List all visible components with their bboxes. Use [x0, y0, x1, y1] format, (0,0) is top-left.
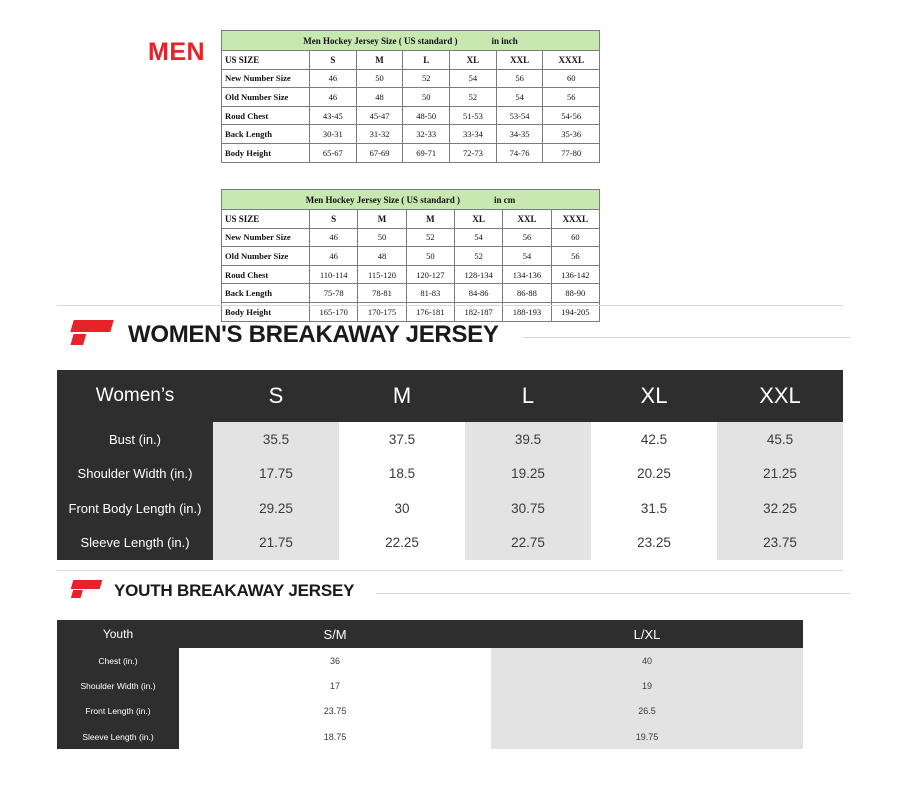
womens-cell: 35.5 — [213, 422, 339, 457]
men-inch-size-xxl: XXL — [496, 51, 543, 70]
men-inch-cell: 34-35 — [496, 125, 543, 144]
men-inch-size-s: S — [310, 51, 357, 70]
men-inch-cell: 60 — [543, 69, 600, 88]
men-inch-cell: 52 — [450, 88, 497, 107]
womens-cell: 19.25 — [465, 457, 591, 492]
men-cm-sizes-row — [222, 210, 600, 229]
men-inch-cell: 77-80 — [543, 143, 600, 162]
men-cm-cell: 48 — [358, 247, 406, 266]
men-inch-cell: 54-56 — [543, 106, 600, 125]
men-inch-cell: 54 — [450, 69, 497, 88]
men-inch-cell: 35-36 — [543, 125, 600, 144]
womens-section-header — [70, 318, 850, 352]
womens-cell: 17.75 — [213, 457, 339, 492]
womens-cell: 31.5 — [591, 491, 717, 526]
womens-table-header-row — [57, 370, 843, 422]
table-row — [57, 526, 843, 561]
table-row — [57, 724, 803, 749]
youth-cell: 19.75 — [491, 724, 803, 749]
men-cm-cell: 46 — [310, 247, 358, 266]
men-inch-size-m: M — [356, 51, 403, 70]
men-cm-size-xxxl: XXXL — [551, 210, 599, 229]
womens-cell: 20.25 — [591, 457, 717, 492]
men-cm-cell: 115-120 — [358, 265, 406, 284]
womens-cell: 21.75 — [213, 526, 339, 561]
men-cm-cell: 86-88 — [503, 284, 551, 303]
men-inch-cell: 74-76 — [496, 143, 543, 162]
table-row — [57, 457, 843, 492]
youth-row-label-front-length: Front Length (in.) — [57, 699, 179, 724]
men-cm-header-cell — [222, 190, 600, 210]
womens-size-xxl: XXL — [717, 370, 843, 422]
men-cm-header-unit: in cm — [493, 194, 516, 205]
men-cm-cell: 75-78 — [310, 284, 358, 303]
men-inch-size-xl: XL — [450, 51, 497, 70]
womens-row-label-sleeve: Sleeve Length (in.) — [57, 526, 213, 561]
men-inch-cell: 56 — [543, 88, 600, 107]
youth-cell: 19 — [491, 673, 803, 698]
men-cm-row-label: Back Length — [222, 284, 310, 303]
youth-section-title: YOUTH BREAKAWAY JERSEY — [114, 581, 355, 600]
men-cm-cell: 56 — [503, 228, 551, 247]
womens-cell: 22.75 — [465, 526, 591, 561]
men-cm-cell: 165-170 — [310, 302, 358, 321]
youth-section-header — [70, 578, 850, 604]
men-inch-cell: 33-34 — [450, 125, 497, 144]
men-cm-cell: 52 — [406, 228, 454, 247]
men-inch-cell: 31-32 — [356, 125, 403, 144]
men-inch-size-label: US SIZE — [222, 51, 310, 70]
table-row — [222, 228, 600, 247]
womens-cell: 42.5 — [591, 422, 717, 457]
men-inch-cell: 72-73 — [450, 143, 497, 162]
table-row — [222, 265, 600, 284]
section-divider — [57, 305, 843, 306]
men-cm-cell: 52 — [454, 247, 502, 266]
men-cm-cell: 60 — [551, 228, 599, 247]
womens-cell: 18.5 — [339, 457, 465, 492]
men-cm-size-label: US SIZE — [222, 210, 310, 229]
youth-size-lxl: L/XL — [491, 620, 803, 648]
men-cm-row-label: Roud Chest — [222, 265, 310, 284]
womens-size-table — [57, 370, 843, 560]
men-inch-table-header-row — [222, 31, 600, 51]
womens-cell: 23.75 — [717, 526, 843, 561]
womens-size-s: S — [213, 370, 339, 422]
table-row — [57, 699, 803, 724]
womens-row-label-bust: Bust (in.) — [57, 422, 213, 457]
men-inch-size-l: L — [403, 51, 450, 70]
men-cm-row-label: New Number Size — [222, 228, 310, 247]
womens-cell: 39.5 — [465, 422, 591, 457]
men-inch-header-unit: in inch — [491, 35, 518, 46]
table-row — [57, 491, 843, 526]
men-inch-cell: 48 — [356, 88, 403, 107]
youth-row-label-sleeve: Sleeve Length (in.) — [57, 724, 179, 749]
womens-size-m: M — [339, 370, 465, 422]
womens-cell: 21.25 — [717, 457, 843, 492]
men-cm-cell: 46 — [310, 228, 358, 247]
men-cm-cell: 54 — [503, 247, 551, 266]
womens-cell: 30 — [339, 491, 465, 526]
womens-cell: 22.25 — [339, 526, 465, 561]
men-cm-cell: 50 — [358, 228, 406, 247]
table-row — [222, 143, 600, 162]
men-cm-cell: 182-187 — [454, 302, 502, 321]
womens-row-label-front-length: Front Body Length (in.) — [57, 491, 213, 526]
youth-row-label-shoulder: Shoulder Width (in.) — [57, 673, 179, 698]
table-row — [222, 88, 600, 107]
womens-cell: 45.5 — [717, 422, 843, 457]
men-inch-row-label: New Number Size — [222, 69, 310, 88]
men-inch-cell: 46 — [310, 69, 357, 88]
men-inch-row-label: Roud Chest — [222, 106, 310, 125]
men-cm-header-text: Men Hockey Jersey Size ( US standard ) — [305, 194, 460, 205]
men-inch-cell: 46 — [310, 88, 357, 107]
men-inch-cell: 56 — [496, 69, 543, 88]
womens-size-xl: XL — [591, 370, 717, 422]
womens-size-l: L — [465, 370, 591, 422]
men-inch-cell: 32-33 — [403, 125, 450, 144]
table-row — [222, 247, 600, 266]
men-inch-cell: 65-67 — [310, 143, 357, 162]
womens-corner-label: Women’s — [57, 370, 213, 422]
men-cm-size-l: M — [406, 210, 454, 229]
youth-corner-label: Youth — [57, 620, 179, 648]
men-inch-cell: 54 — [496, 88, 543, 107]
men-cm-cell: 120-127 — [406, 265, 454, 284]
men-inch-cell: 50 — [403, 88, 450, 107]
men-cm-cell: 170-175 — [358, 302, 406, 321]
table-row — [57, 673, 803, 698]
men-cm-cell: 188-193 — [503, 302, 551, 321]
men-cm-cell: 50 — [406, 247, 454, 266]
womens-section-title: WOMEN'S BREAKAWAY JERSEY — [128, 321, 499, 348]
men-cm-table-header-row — [222, 190, 600, 210]
men-cm-size-s: S — [310, 210, 358, 229]
men-cm-cell: 78-81 — [358, 284, 406, 303]
men-size-table — [221, 30, 600, 163]
table-row — [222, 125, 600, 144]
table-row — [222, 284, 600, 303]
youth-cell: 26.5 — [491, 699, 803, 724]
youth-table-header-row — [57, 620, 803, 648]
womens-cell: 30.75 — [465, 491, 591, 526]
men-inch-row-label: Body Height — [222, 143, 310, 162]
youth-size-sm: S/M — [179, 620, 491, 648]
men-inch-cell: 48-50 — [403, 106, 450, 125]
men-cm-cell: 128-134 — [454, 265, 502, 284]
men-cm-cell: 56 — [551, 247, 599, 266]
men-size-table-cm — [221, 189, 600, 322]
youth-row-label-chest: Chest (in.) — [57, 648, 179, 673]
men-inch-cell: 67-69 — [356, 143, 403, 162]
womens-cell: 29.25 — [213, 491, 339, 526]
youth-cell: 40 — [491, 648, 803, 673]
men-inch-sizes-row — [222, 51, 600, 70]
men-inch-cell: 52 — [403, 69, 450, 88]
womens-cell: 23.25 — [591, 526, 717, 561]
men-inch-row-label: Old Number Size — [222, 88, 310, 107]
youth-cell: 23.75 — [179, 699, 491, 724]
men-cm-cell: 84-86 — [454, 284, 502, 303]
section-divider-2 — [57, 570, 843, 571]
men-inch-cell: 50 — [356, 69, 403, 88]
men-cm-cell: 136-142 — [551, 265, 599, 284]
men-section-title: MEN — [148, 38, 206, 66]
men-inch-header-text: Men Hockey Jersey Size ( US standard ) — [303, 35, 458, 46]
men-inch-cell: 30-31 — [310, 125, 357, 144]
men-inch-cell: 45-47 — [356, 106, 403, 125]
men-inch-cell: 69-71 — [403, 143, 450, 162]
men-inch-header-cell — [222, 31, 600, 51]
men-cm-size-m: M — [358, 210, 406, 229]
men-cm-cell: 54 — [454, 228, 502, 247]
men-cm-row-label: Old Number Size — [222, 247, 310, 266]
youth-cell: 17 — [179, 673, 491, 698]
men-cm-cell: 194-205 — [551, 302, 599, 321]
men-cm-cell: 134-136 — [503, 265, 551, 284]
men-cm-cell: 176-181 — [406, 302, 454, 321]
men-cm-cell: 81-83 — [406, 284, 454, 303]
men-cm-row-label: Body Height — [222, 302, 310, 321]
men-inch-size-xxxl: XXXL — [543, 51, 600, 70]
men-inch-row-label: Back Length — [222, 125, 310, 144]
table-row — [57, 422, 843, 457]
men-inch-cell: 53-54 — [496, 106, 543, 125]
womens-row-label-shoulder: Shoulder Width (in.) — [57, 457, 213, 492]
table-row — [222, 69, 600, 88]
brand-logo-icon — [70, 318, 114, 352]
men-cm-size-xl: XL — [454, 210, 502, 229]
womens-cell: 37.5 — [339, 422, 465, 457]
youth-cell: 36 — [179, 648, 491, 673]
men-cm-size-xxl: XXL — [503, 210, 551, 229]
title-rule — [376, 593, 850, 594]
youth-size-table — [57, 620, 803, 749]
table-row — [222, 106, 600, 125]
table-row — [57, 648, 803, 673]
title-rule — [523, 337, 850, 338]
men-cm-cell: 110-114 — [310, 265, 358, 284]
men-section — [0, 14, 899, 317]
womens-cell: 32.25 — [717, 491, 843, 526]
brand-logo-icon — [70, 578, 102, 604]
youth-cell: 18.75 — [179, 724, 491, 749]
men-inch-cell: 51-53 — [450, 106, 497, 125]
men-inch-cell: 43-45 — [310, 106, 357, 125]
men-cm-cell: 88-90 — [551, 284, 599, 303]
